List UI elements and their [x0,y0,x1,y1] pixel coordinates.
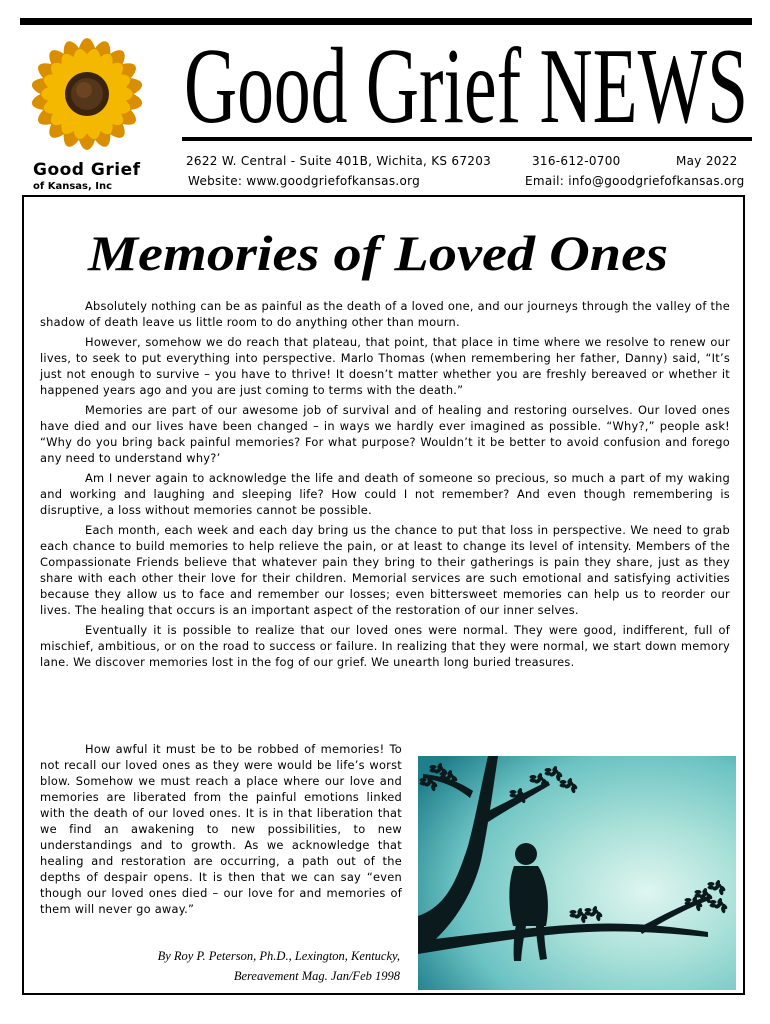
child-on-branch-photo [418,756,736,990]
address: 2622 W. Central - Suite 401B, Wichita, KS 67203 [186,154,492,168]
masthead-title-text: Good Grief NEWS [184,30,748,134]
issue-date: May 2022 [676,154,738,168]
byline-author: By Roy P. Peterson, Ph.D., Lexington, Kentucky, [157,949,400,963]
article-headline [60,218,710,288]
byline [100,946,400,986]
article-paragraph: Absolutely nothing can be as painful as the death of a loved one, and our journeys through the valley of the shadow of death leave us little room to do anything other than mourn. [40,299,730,329]
article-paragraph: Am I never again to acknowledge the life and death of someone so precious, so much a part of my waking and working and laughing and sleeping life? How could I not remember? And even though remembering is disruptive, a loss without memories cannot be possible. [40,471,730,517]
masthead-rule [182,137,752,141]
article-paragraph: Memories are part of our awesome job of survival and of healing and restoring ourselves. Our loved ones have died and our lives have been changed – in ways we hardly ever imagined as possible. “Why?,” people ask! “Why do you bring back painful memories? For what purpose? Wouldn’t it be better to avoid confusion and forego any need to understand why?’ [40,403,730,465]
website-link[interactable]: Website: www.goodgriefofkansas.org [188,174,421,188]
phone: 316-612-0700 [532,154,621,168]
sunflower-icon [22,24,152,164]
logo-name: Good Grief [33,160,141,180]
article-last-column [40,741,402,917]
byline-source: Bereavement Mag. Jan/Feb 1998 [233,969,400,983]
article-paragraph: However, somehow we do reach that plateau, that point, that place in time where we resolve to renew our lives, to seek to put everything into perspective. Marlo Thomas (when remembering her father, Danny) said, “It’s just not enough to survive – you have to thrive! It doesn’t matter whether you are freshly bereaved or whether it happened years ago and you are just coming to terms with the death.” [40,335,730,397]
article-paragraph: How awful it must be to be robbed of memories! To not recall our loved ones as they were would be life’s worst blow. Somehow we must reach a place where our love and memories are liberated from the painful emotions linked with the death of our loved ones. It is in that liberation that we find an awakening to new possibilities, to new understandings and to growth. As we acknowledge that healing and restoration are occurring, a path out of the depths of despair opens. It is then that we can say “even though our loved ones died – our love for and memories of them will never go away.” [40,742,402,916]
article-paragraph: Eventually it is possible to realize that our loved ones were normal. They were good, indifferent, full of mischief, ambitious, or on the road to success or failure. In realizing that they were normal, we start down memory lane. We discover memories lost in the fog of our grief. We unearth long buried treasures. [40,623,730,669]
article-paragraph: Each month, each week and each day bring us the chance to put that loss in perspective. We need to grab each chance to build memories to help relieve the pain, or at least to change its level of intensity. Members of the Compassionate Friends believe that whatever pain they bring to their gatherings is pain they share, just as they share with each other their love for their children. Memorial services are such emotional and satisfying activities because they allow us to face and remember our losses; even bittersweet memories can help us to reorder our lives. The healing that occurs is an important aspect of the restoration of our inner selves. [40,523,730,617]
masthead-title [182,30,752,134]
email-link[interactable]: Email: info@goodgriefofkansas.org [525,174,745,188]
article-body [40,298,730,674]
article-headline-text: Memories of Loved Ones [86,225,668,281]
logo-subtitle: of Kansas, Inc [33,181,113,192]
